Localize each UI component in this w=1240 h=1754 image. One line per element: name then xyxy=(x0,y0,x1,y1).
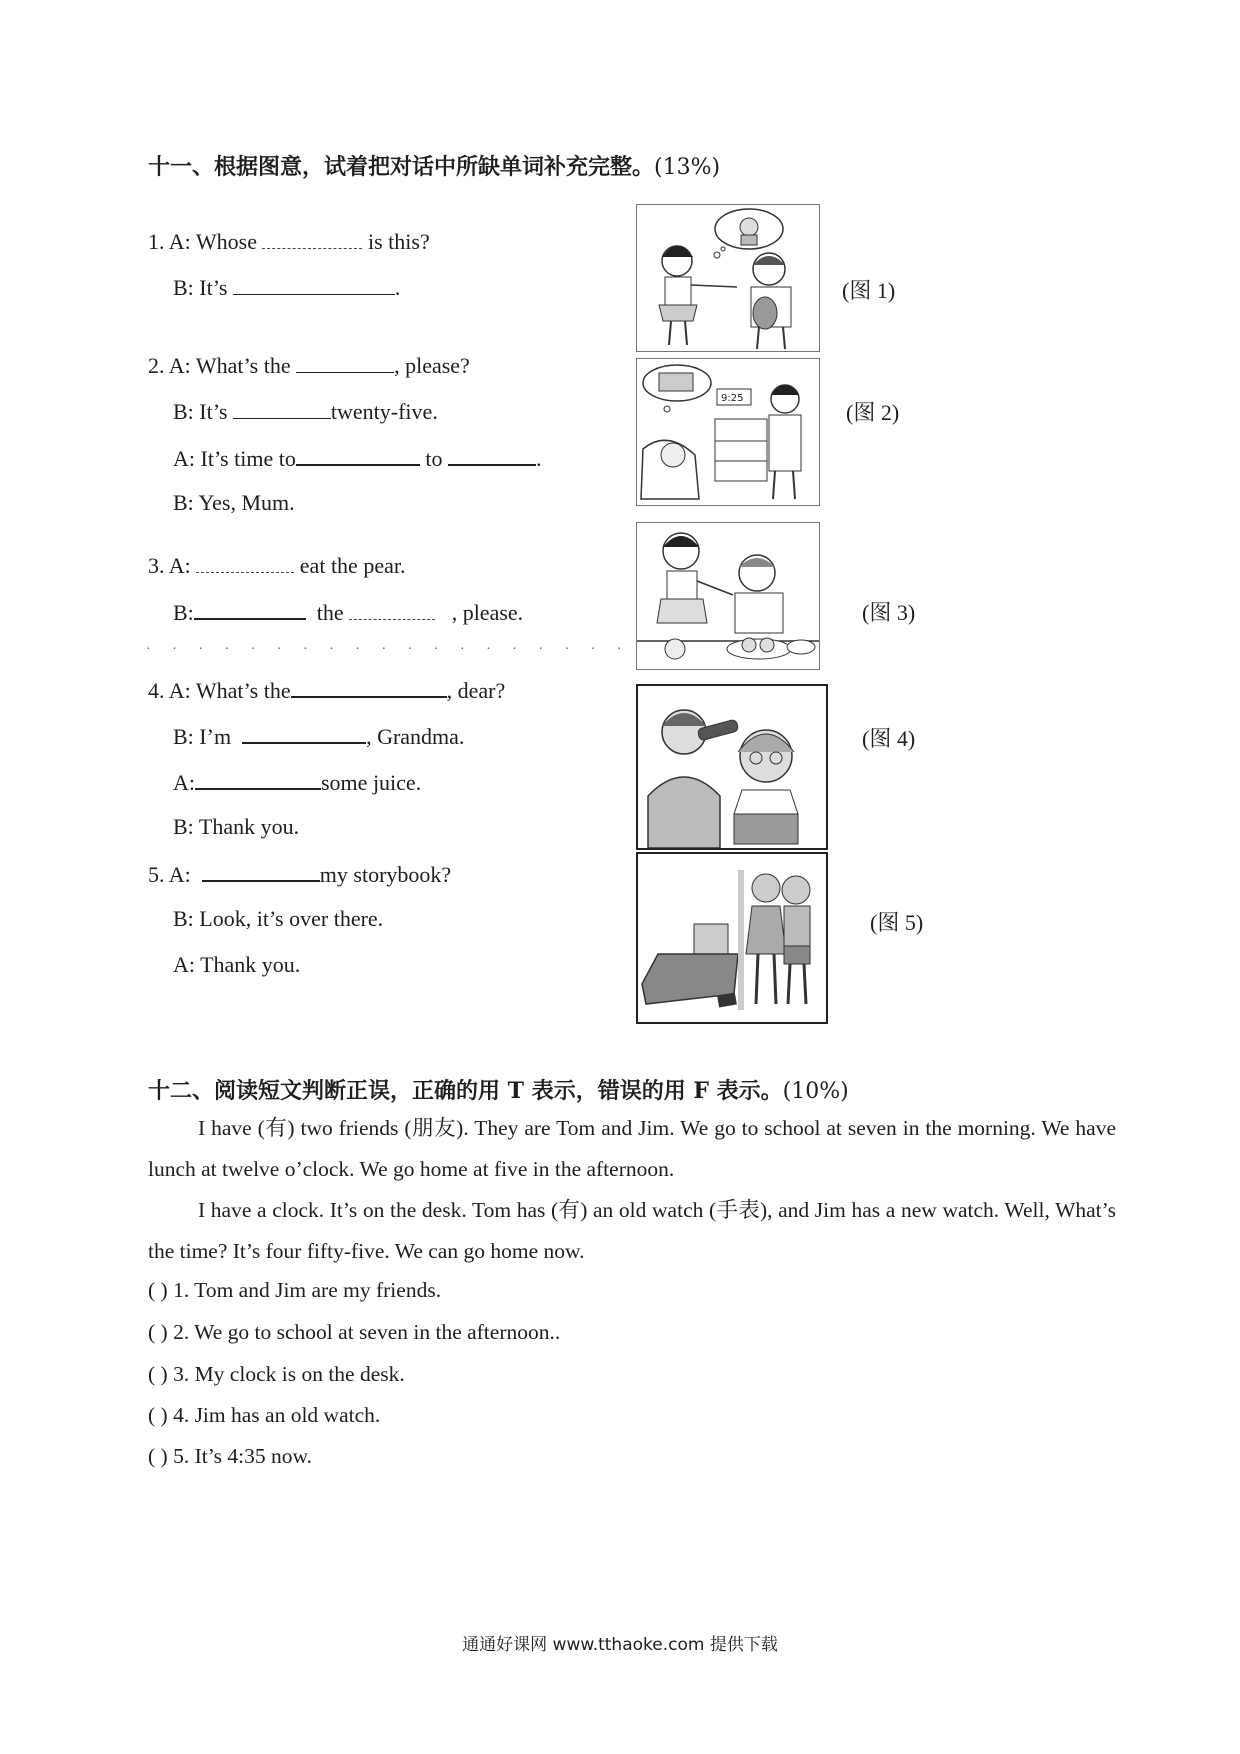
q4-line-a xyxy=(148,676,505,704)
q2-blank-1[interactable] xyxy=(296,352,394,373)
q4-a2-suffix: some juice. xyxy=(321,770,422,795)
picture-4-illustration xyxy=(638,686,826,848)
tf-item-3[interactable]: ( ) 3. My clock is on the desk. xyxy=(148,1362,405,1386)
tf-item-2[interactable]: ( ) 2. We go to school at seven in the afternoon.. xyxy=(148,1320,561,1344)
q3-line-a xyxy=(148,552,405,579)
q4-line-b2: B: Thank you. xyxy=(173,814,300,839)
figure-4-label: (图 4) xyxy=(862,726,916,751)
q2-a-prefix: 2. A: What’s the xyxy=(148,353,291,378)
q5-a-prefix: 5. A: xyxy=(148,862,191,887)
picture-4 xyxy=(636,684,828,850)
q1-line-b xyxy=(173,274,400,301)
reading-paragraph-2: I have a clock. It’s on the desk. Tom has (有) an old watch (手表), and Jim has a new watch. Well, What’s the time? It’s four fifty-five. We can go home now. xyxy=(148,1198,1116,1263)
q4-a2-prefix: A: xyxy=(173,770,195,795)
picture-1-illustration xyxy=(637,205,819,351)
q1-a-suffix: is this? xyxy=(367,229,430,254)
section-12-score: (10%) xyxy=(782,1079,849,1104)
figure-2-label: (图 2) xyxy=(846,400,900,425)
section-11-heading xyxy=(148,150,720,181)
q3-b-suffix: , please. xyxy=(451,600,524,625)
q4-b-prefix: B: I’m xyxy=(173,724,232,749)
tf-item-5[interactable]: ( ) 5. It’s 4:35 now. xyxy=(148,1444,313,1468)
q5-line-a xyxy=(148,860,451,888)
q4-b-suffix: , Grandma. xyxy=(366,724,465,749)
q4-blank-2[interactable] xyxy=(242,722,366,744)
q5-line-a2: A: Thank you. xyxy=(173,952,301,977)
q1-blank-1[interactable] xyxy=(262,228,362,249)
q2-a2-prefix: A: It’s time to xyxy=(173,446,296,471)
q4-line-a2 xyxy=(173,768,421,796)
q2-a-suffix: , please? xyxy=(394,353,470,378)
picture-1 xyxy=(636,204,820,352)
q5-blank-1[interactable] xyxy=(202,860,320,882)
q1-blank-2[interactable] xyxy=(233,274,395,295)
q3-b-prefix: B: xyxy=(173,600,194,625)
tf-item-4[interactable]: ( ) 4. Jim has an old watch. xyxy=(148,1403,381,1427)
figure-3-label: (图 3) xyxy=(862,600,916,625)
reading-paragraph-1: I have (有) two friends (朋友). They are Tom and Jim. We go to school at seven in the morning. We have lunch at twelve o’clock. We go home at five in the afternoon. xyxy=(148,1116,1116,1181)
q2-blank-4[interactable] xyxy=(448,444,536,466)
picture-3 xyxy=(636,522,820,670)
q2-line-a2 xyxy=(173,444,541,472)
q3-b-middle: the xyxy=(316,600,344,625)
q2-blank-3[interactable] xyxy=(296,444,420,466)
q3-blank-3[interactable] xyxy=(349,599,435,620)
q2-line-a xyxy=(148,352,470,379)
q2-b-suffix: twenty-five. xyxy=(330,399,438,424)
q4-blank-1[interactable] xyxy=(291,676,447,698)
q5-a-suffix: my storybook? xyxy=(319,862,452,887)
q4-a-prefix: 4. A: What’s the xyxy=(148,678,291,703)
page-footer: 通通好课网 www.tthaoke.com 提供下载 xyxy=(462,1635,778,1655)
picture-2-illustration xyxy=(637,359,819,505)
dotted-separator: · · · · · · · · · · · · · · · · · · · xyxy=(146,642,631,657)
section-11-title: 十一、根据图意，试着把对话中所缺单词补充完整。 xyxy=(148,154,655,180)
q2-blank-2[interactable] xyxy=(233,398,331,419)
q1-b-prefix: B: It’s xyxy=(173,275,228,300)
q1-line-a xyxy=(148,228,430,255)
q2-a2-suffix: . xyxy=(535,446,542,471)
q3-line-b xyxy=(173,598,523,626)
picture-5-illustration xyxy=(638,854,826,1022)
q2-line-b xyxy=(173,398,438,425)
picture-2 xyxy=(636,358,820,506)
q3-a-suffix: eat the pear. xyxy=(299,553,406,578)
section-11-score: (13%) xyxy=(654,155,721,180)
q2-a2-middle: to xyxy=(425,446,443,471)
picture-3-illustration xyxy=(637,523,819,669)
tf-item-1[interactable]: ( ) 1. Tom and Jim are my friends. xyxy=(148,1278,442,1302)
section-12-heading xyxy=(148,1074,849,1105)
q3-a-prefix: 3. A: xyxy=(148,553,191,578)
clock-display: 9:25 xyxy=(721,393,744,404)
q5-line-b: B: Look, it’s over there. xyxy=(173,906,384,931)
figure-1-label: (图 1) xyxy=(842,278,896,303)
q3-blank-2[interactable] xyxy=(194,598,306,620)
q4-line-b xyxy=(173,722,464,750)
q2-line-b2: B: Yes, Mum. xyxy=(173,490,295,515)
figure-5-label: (图 5) xyxy=(870,910,924,935)
q3-blank-1[interactable] xyxy=(196,552,294,573)
q4-blank-3[interactable] xyxy=(195,768,321,790)
section-12-title: 十二、阅读短文判断正误，正确的用 T 表示，错误的用 F 表示。 xyxy=(148,1078,783,1104)
q1-b-suffix: . xyxy=(394,275,401,300)
q2-b-prefix: B: It’s xyxy=(173,399,228,424)
picture-5 xyxy=(636,852,828,1024)
q4-a-suffix: , dear? xyxy=(446,678,506,703)
q1-a-prefix: 1. A: Whose xyxy=(148,229,257,254)
